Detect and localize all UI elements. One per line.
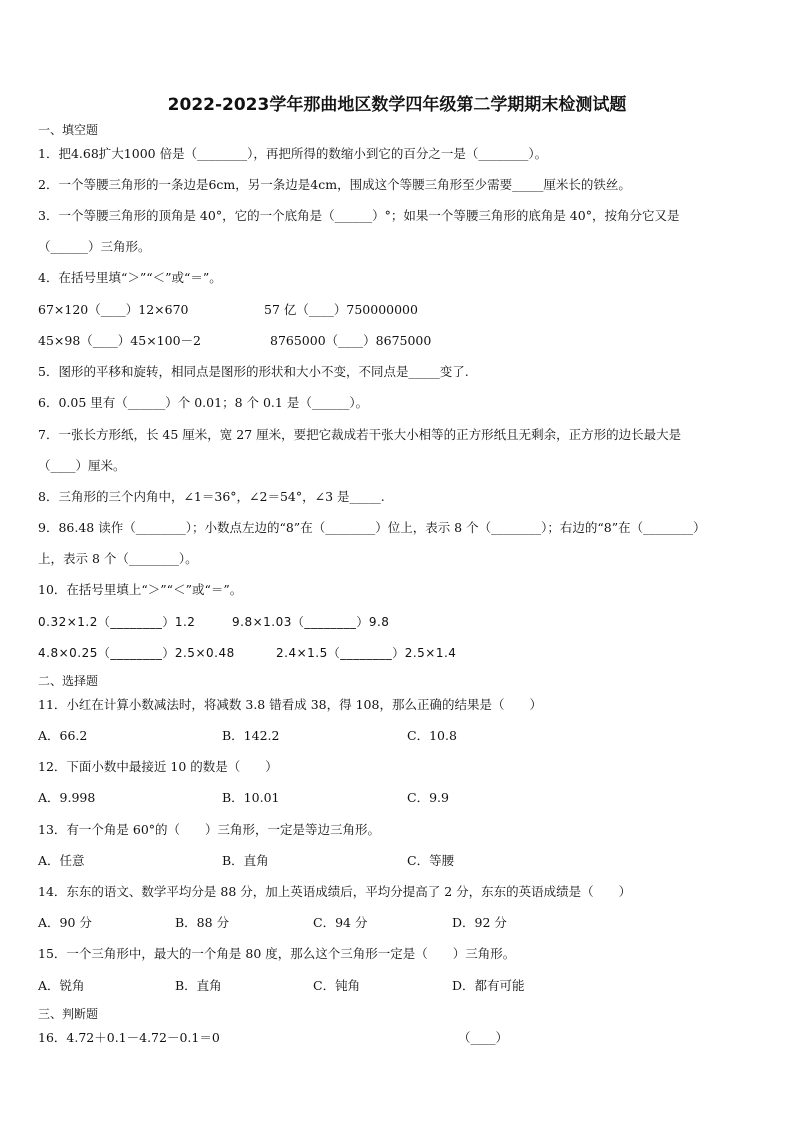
question-11: 11．小红在计算小数减法时，将减数 3.8 错看成 38，得 108，那么正确的结果是（ ） xyxy=(38,697,542,712)
question-10: 10．在括号里填上“＞”“＜”或“＝”。 xyxy=(38,582,243,597)
question-4-row2-left: 45×98（____）45×100－2 xyxy=(38,333,201,348)
question-14: 14．东东的语文、数学平均分是 88 分，加上英语成绩后，平均分提高了 2 分，东东的英语成绩是（ ） xyxy=(38,884,632,899)
question-11-option-b: B．142.2 xyxy=(222,728,280,743)
question-9: 9．86.48 读作（________）；小数点左边的“8”在（________）位上，表示 8 个（________）；右边的“8”在（________） xyxy=(38,520,706,535)
question-14-option-c: C．94 分 xyxy=(313,915,368,930)
question-15-option-b: B．直角 xyxy=(175,978,222,993)
question-7: 7．一张长方形纸，长 45 厘米，宽 27 厘米，要把它裁成若干张大小相等的正方形纸且无剩余，正方形的边长最大是 xyxy=(38,427,682,442)
question-15-option-d: D．都有可能 xyxy=(452,978,525,993)
question-13-option-a: A．任意 xyxy=(38,853,85,868)
section-fill-blank: 一、填空题 xyxy=(38,123,99,137)
question-3-cont: （______）三角形。 xyxy=(38,239,151,254)
question-15-option-a: A．锐角 xyxy=(38,978,85,993)
question-15: 15．一个三角形中，最大的一个角是 80 度，那么这个三角形一定是（ ）三角形。 xyxy=(38,946,516,961)
section-multiple-choice: 二、选择题 xyxy=(38,674,99,688)
question-5: 5．图形的平移和旋转，相同点是图形的形状和大小不变，不同点是_____变了. xyxy=(38,364,469,379)
question-15-option-c: C．钝角 xyxy=(313,978,361,993)
question-9-cont: 上，表示 8 个（________）。 xyxy=(38,551,198,566)
question-1: 1．把4.68扩大1000 倍是（________），再把所得的数缩小到它的百分之一是（________）。 xyxy=(38,146,548,161)
question-12-option-a: A．9.998 xyxy=(38,790,96,805)
page-title: 2022-2023学年那曲地区数学四年级第二学期期末检测试题 xyxy=(167,95,627,115)
question-14-option-b: B．88 分 xyxy=(175,915,230,930)
question-12-option-c: C．9.9 xyxy=(407,790,449,805)
question-10-row2-right: 2.4×1.5（________）2.5×1.4 xyxy=(276,646,457,660)
question-16: 16．4.72＋0.1－4.72－0.1＝0 xyxy=(38,1030,220,1045)
question-14-option-d: D．92 分 xyxy=(452,915,507,930)
question-10-row1-right: 9.8×1.03（________）9.8 xyxy=(232,615,390,629)
question-7-cont: （____）厘米。 xyxy=(38,458,126,473)
question-12: 12．下面小数中最接近 10 的数是（ ） xyxy=(38,759,278,774)
question-2: 2．一个等腰三角形的一条边是6cm，另一条边是4cm，围成这个等腰三角形至少需要_____厘米长的铁丝。 xyxy=(38,177,631,192)
question-10-row1-left: 0.32×1.2（________）1.2 xyxy=(38,615,196,629)
question-12-option-b: B．10.01 xyxy=(222,790,280,805)
question-13-option-c: C．等腰 xyxy=(407,853,455,868)
question-4-row2-right: 8765000（____）8675000 xyxy=(270,333,432,348)
question-11-option-c: C．10.8 xyxy=(407,728,457,743)
question-13: 13．有一个角是 60°的（ ）三角形，一定是等边三角形。 xyxy=(38,822,381,837)
question-8: 8．三角形的三个内角中，∠1＝36°，∠2＝54°，∠3 是_____. xyxy=(38,489,385,504)
question-11-option-a: A．66.2 xyxy=(38,728,88,743)
section-true-false: 三、判断题 xyxy=(38,1007,99,1021)
question-4-row1-right: 57 亿（____）750000000 xyxy=(264,302,418,317)
question-4: 4．在括号里填“＞”“＜”或“＝”。 xyxy=(38,270,222,285)
question-3: 3．一个等腰三角形的顶角是 40°，它的一个底角是（______）°；如果一个等腰三角形的底角是 40°，按角分它又是 xyxy=(38,208,680,223)
question-14-option-a: A．90 分 xyxy=(38,915,92,930)
question-6: 6．0.05 里有（______）个 0.01；8 个 0.1 是（______）。 xyxy=(38,395,369,410)
question-16-answer-blank: （____） xyxy=(458,1030,509,1045)
question-13-option-b: B．直角 xyxy=(222,853,269,868)
question-10-row2-left: 4.8×0.25（________）2.5×0.48 xyxy=(38,646,235,660)
question-4-row1-left: 67×120（____）12×670 xyxy=(38,302,189,317)
